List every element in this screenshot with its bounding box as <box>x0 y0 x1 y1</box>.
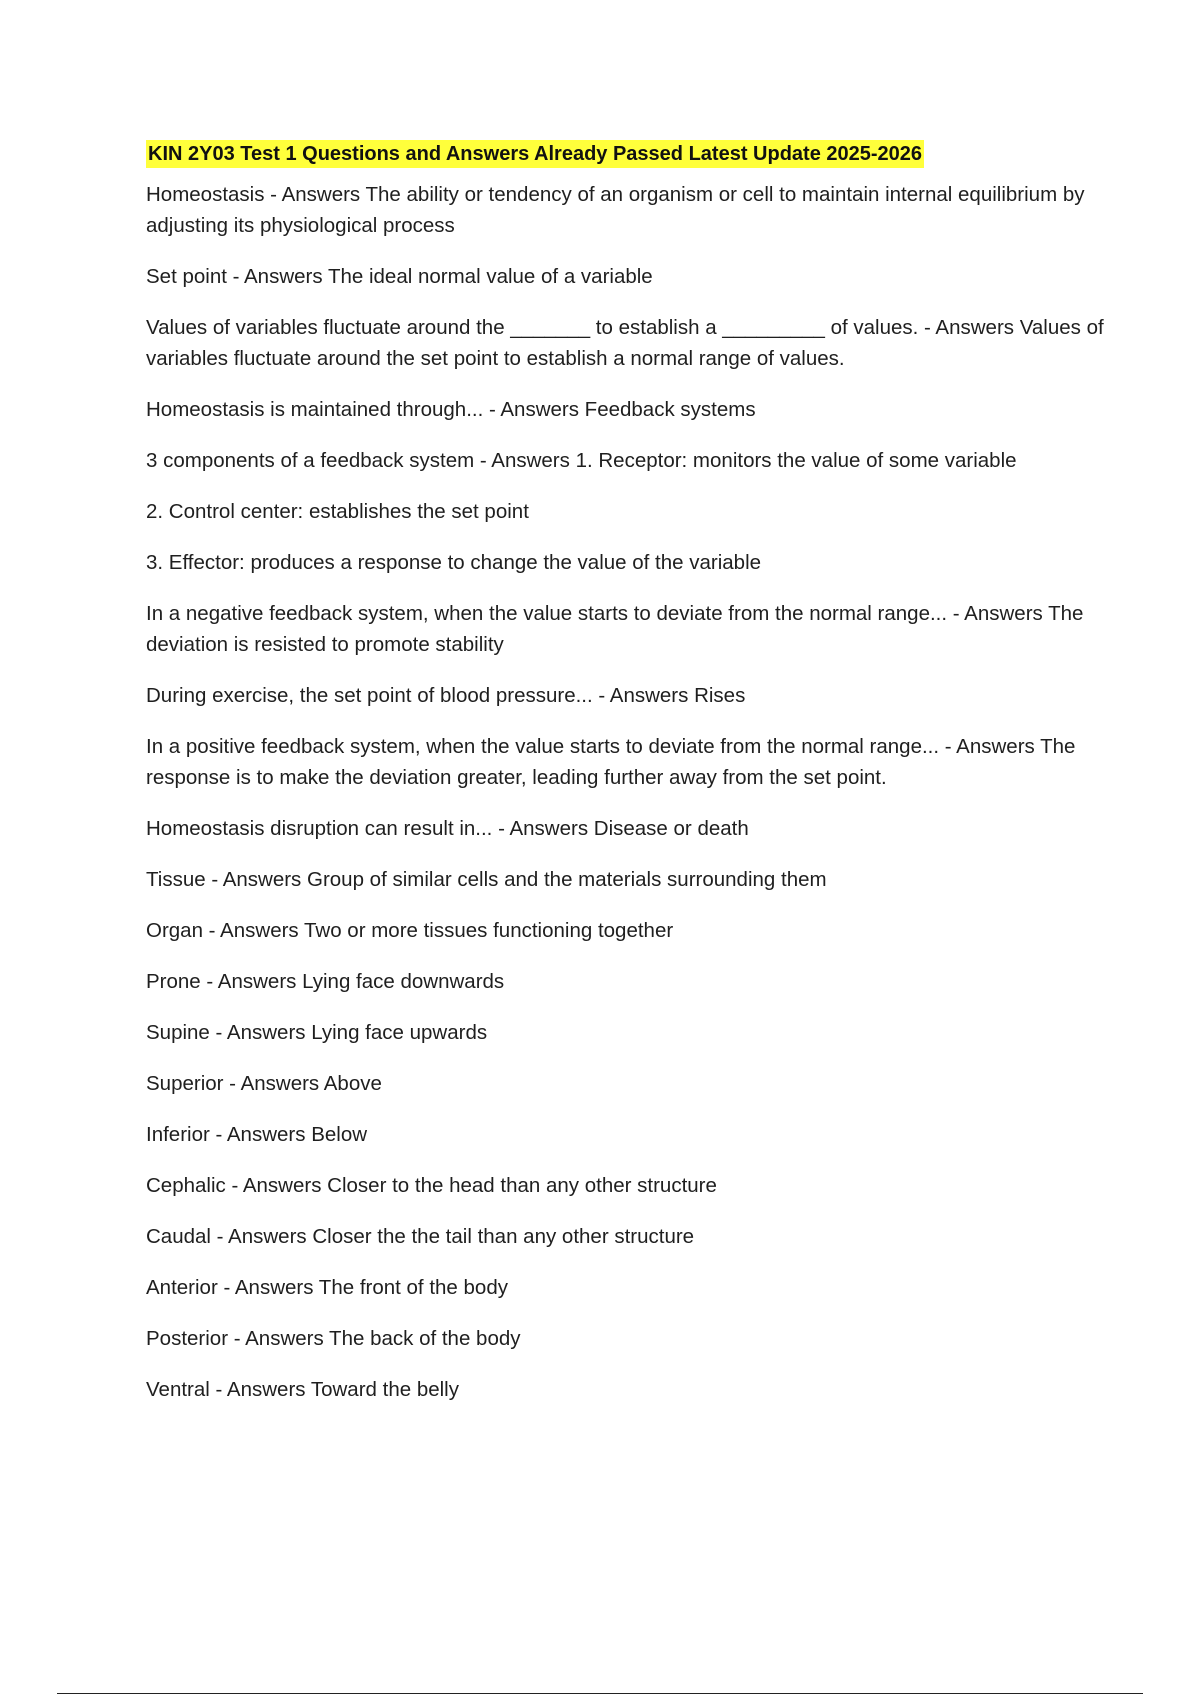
qa-entry: Set point - Answers The ideal normal value of a variable <box>146 265 653 288</box>
document-page <box>146 140 1106 1425</box>
qa-entry: Homeostasis - Answers The ability or tendency of an organism or cell to maintain internal equilibrium by adjusting its physiological process <box>146 183 1085 237</box>
qa-entry: Tissue - Answers Group of similar cells and the materials surrounding them <box>146 868 827 891</box>
qa-entry: Posterior - Answers The back of the body <box>146 1327 521 1350</box>
qa-entry: Values of variables fluctuate around the _______ to establish a _________ of values. - Answers Values of variables fluctuate around the set point to establish a normal range of values. <box>146 316 1104 370</box>
qa-entry: Ventral - Answers Toward the belly <box>146 1378 459 1401</box>
qa-entry: Prone - Answers Lying face downwards <box>146 970 505 993</box>
qa-entry: Caudal - Answers Closer the the tail than any other structure <box>146 1225 695 1248</box>
qa-entry: Superior - Answers Above <box>146 1072 382 1095</box>
qa-entry: Organ - Answers Two or more tissues functioning together <box>146 919 674 942</box>
qa-entry: In a negative feedback system, when the value starts to deviate from the normal range... - Answers The deviation is resisted to promote stability <box>146 602 1084 656</box>
page-bottom-rule <box>57 1693 1143 1694</box>
qa-entry: 3 components of a feedback system - Answers 1. Receptor: monitors the value of some variable <box>146 449 1017 472</box>
qa-entry: Supine - Answers Lying face upwards <box>146 1021 488 1044</box>
qa-entry: During exercise, the set point of blood pressure... - Answers Rises <box>146 684 746 707</box>
qa-entry: Inferior - Answers Below <box>146 1123 368 1146</box>
qa-entry: 3. Effector: produces a response to change the value of the variable <box>146 551 762 574</box>
qa-entry: Anterior - Answers The front of the body <box>146 1276 508 1299</box>
qa-entry: Homeostasis is maintained through... - Answers Feedback systems <box>146 398 756 421</box>
document-title: KIN 2Y03 Test 1 Questions and Answers Already Passed Latest Update 2025-2026 <box>146 140 924 168</box>
qa-entry: Homeostasis disruption can result in... - Answers Disease or death <box>146 817 749 840</box>
qa-entry: Cephalic - Answers Closer to the head than any other structure <box>146 1174 717 1197</box>
qa-entry: 2. Control center: establishes the set point <box>146 500 529 523</box>
qa-entry: In a positive feedback system, when the value starts to deviate from the normal range... - Answers The response is to make the deviation greater, leading further away from the set point. <box>146 735 1076 789</box>
